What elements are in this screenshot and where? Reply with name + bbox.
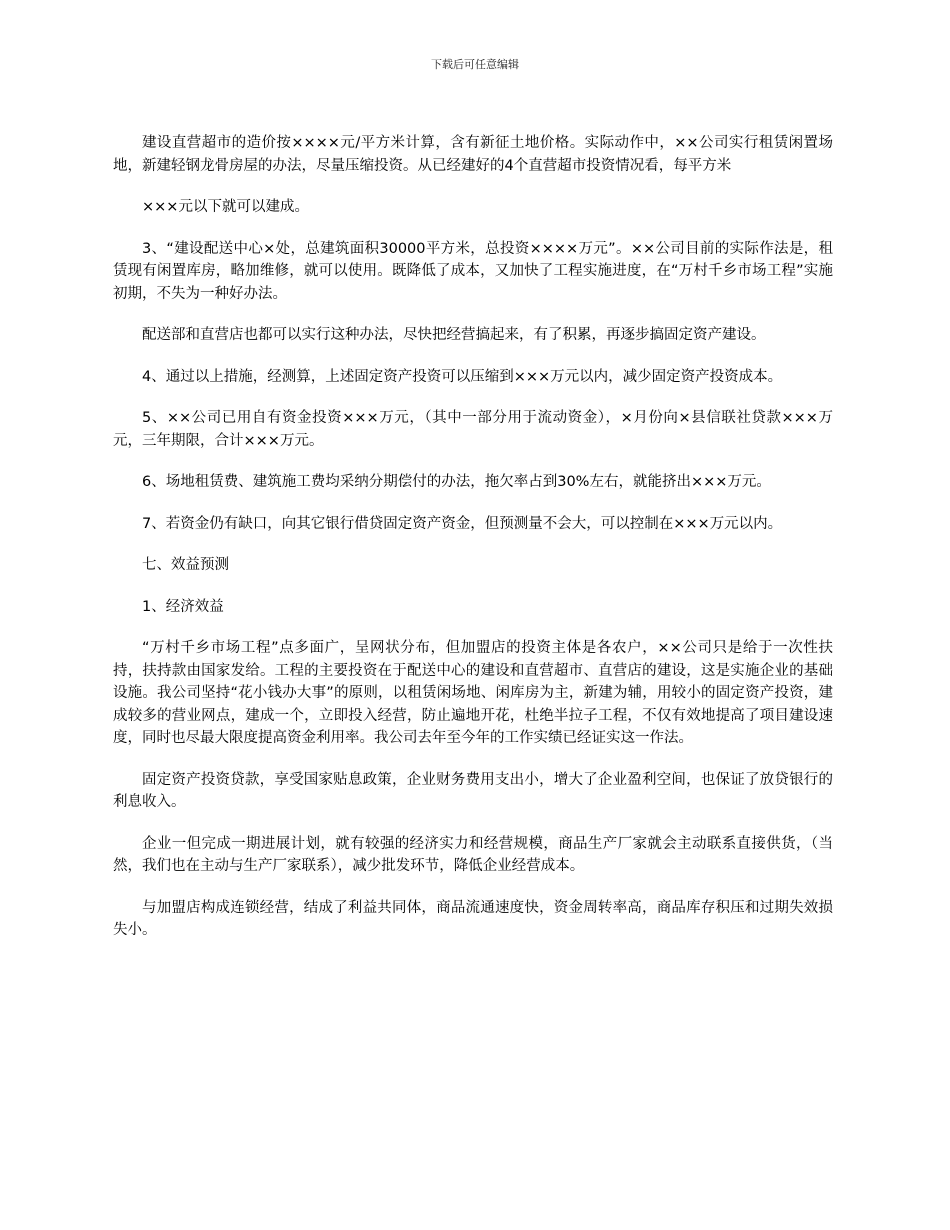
paragraph: 与加盟店构成连锁经营，结成了利益共同体，商品流通速度快，资金周转率高，商品库存积压和过期失效损失小。 (113, 899, 833, 938)
paragraph: 建设直营超市的造价按××××元/平方米计算，含有新征土地价格。实际动作中，××公司实行租赁闲置场地，新建轻钢龙骨房屋的办法，尽量压缩投资。从已经建好的4个直营超市投资情况看，每平方米 (113, 135, 833, 174)
paragraph: 固定资产投资贷款，享受国家贴息政策，企业财务费用支出小，增大了企业盈利空间，也保证了放贷银行的利息收入。 (113, 771, 833, 810)
paragraph: 企业一但完成一期进展计划，就有较强的经济实力和经营规模，商品生产厂家就会主动联系直接供货，（当然，我们也在主动与生产厂家联系），减少批发环节，降低企业经营成本。 (113, 835, 833, 874)
paragraph: 6、场地租赁费、建筑施工费均采纳分期偿付的办法，拖欠率占到30%左右，就能挤出×××万元。 (142, 474, 771, 490)
paragraph: 5、××公司已用自有资金投资×××万元，（其中一部分用于流动资金），×月份向×县信联社贷款×××万元，三年期限，合计×××万元。 (113, 410, 833, 449)
page-header: 下载后可任意编辑 (431, 58, 519, 71)
paragraph: 4、通过以上措施，经测算，上述固定资产投资可以压缩到×××万元以内，减少固定资产投资成本。 (142, 368, 783, 385)
paragraph: 配送部和直营店也都可以实行这种办法，尽快把经营搞起来，有了积累，再逐步搞固定资产建设。 (142, 327, 766, 343)
document-body (113, 132, 833, 961)
section-heading: 七、效益预测 (142, 557, 229, 573)
paragraph: 3、“建设配送中心×处，总建筑面积30000平方米，总投资××××万元”。××公司目前的实际作法是，租赁现有闲置库房，略加维修，就可以使用。既降低了成本，又加快了工程实施进度，在“万村千乡市场工程”实施初期，不失为一种好办法。 (113, 240, 833, 302)
paragraph: “万村千乡市场工程”点多面广，呈网状分布，但加盟店的投资主体是各农户，××公司只是给于一次性扶持，扶持款由国家发给。工程的主要投资在于配送中心的建设和直营超市、直营店的建设，这是实施企业的基础设施。我公司坚持“花小钱办大事”的原则，以租赁闲场地、闲库房为主，新建为辅，用较小的固定资产投资，建成较多的营业网点，建成一个，立即投入经营，防止遍地开花，杜绝半拉子工程，不仅有效地提高了项目建设速度，同时也尽最大限度提高资金利用率。我公司去年至今年的工作实绩已经证实这一作法。 (113, 640, 833, 746)
subsection-heading: 1、经济效益 (142, 598, 224, 615)
paragraph: ×××元以下就可以建成。 (142, 199, 309, 215)
paragraph: 7、若资金仍有缺口，向其它银行借贷固定资产资金，但预测量不会大，可以控制在×××万元以内。 (142, 515, 783, 532)
